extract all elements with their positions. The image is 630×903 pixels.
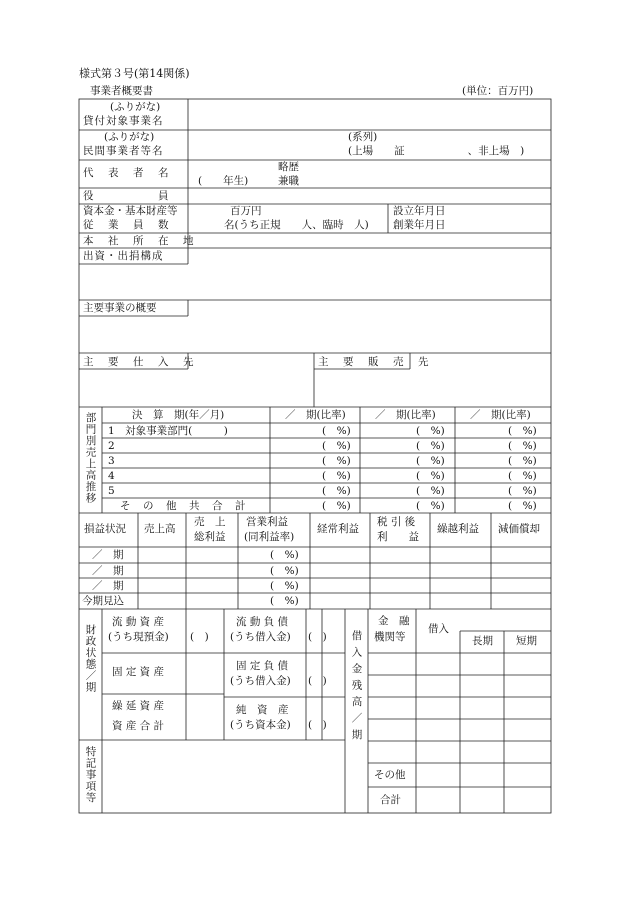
capital-unit: 百万円	[230, 205, 262, 217]
sales-ratio-cell: ( %)	[508, 455, 537, 467]
financial-institution-label-2: 機関等	[374, 631, 406, 643]
deposits-label: (うち現預金)	[108, 631, 169, 643]
fixed-liab-label: 固 定 負 債	[236, 660, 289, 672]
sales-row-label: 5	[108, 485, 115, 497]
sales-row-label: 4	[108, 470, 115, 482]
concurrent-label: 兼職	[278, 175, 299, 187]
keiretsu-label: (系列)	[348, 131, 378, 143]
capital-stock-label: (うち資本金)	[230, 719, 291, 731]
sales-ratio-cell: ( %)	[322, 470, 351, 482]
private-business-label: 民間事業者等名	[83, 145, 164, 157]
period-col-3: ／ 期(比率)	[470, 409, 531, 421]
birth-year-label: ( 年生)	[198, 175, 249, 187]
paren: ( )	[190, 631, 209, 643]
pl-header-operating: 営業利益	[246, 516, 288, 528]
resume-label: 略歴	[278, 161, 299, 173]
sales-side-label: 部門別売上高推移	[84, 412, 97, 504]
pl-header-depreciation: 減価償却	[498, 523, 540, 535]
pl-header-gross-2: 総利益	[194, 531, 226, 543]
document-title: 事業者概要書	[90, 85, 153, 97]
fiscal-period-header: 決 算 期(年／月)	[132, 409, 225, 421]
fixed-assets-label: 固 定 資 産	[112, 666, 165, 678]
sales-ratio-cell: ( %)	[416, 440, 445, 452]
current-assets-label: 流 動 資 産	[112, 616, 165, 628]
pl-header-gross: 売 上	[194, 516, 226, 528]
sales-ratio-cell: ( %)	[508, 500, 537, 512]
suppliers-label: 主 要 仕 入 先	[83, 356, 196, 368]
representative-label: 代 表 者 名	[83, 167, 171, 179]
pl-header-sales: 売上高	[144, 523, 176, 535]
sales-ratio-cell: ( %)	[508, 470, 537, 482]
sales-ratio-cell: ( %)	[322, 500, 351, 512]
pl-header-ordinary: 経常利益	[317, 523, 359, 535]
sales-row-label: 3	[108, 455, 115, 467]
listing-label: (上場 証 、非上場 )	[348, 145, 525, 157]
founded-date-label: 創業年月日	[393, 219, 446, 231]
sales-ratio-cell: ( %)	[416, 425, 445, 437]
pl-row-label: ／ 期	[92, 565, 124, 577]
pl-header-after-tax: 税 引 後	[377, 516, 416, 528]
business-summary-label: 主要事業の概要	[83, 302, 157, 314]
loans-label-2: (うち借入金)	[230, 675, 291, 687]
period-col-2: ／ 期(比率)	[375, 409, 436, 421]
sales-ratio-cell: ( %)	[508, 425, 537, 437]
employees-value: 名(うち正規 人、臨時 人)	[224, 219, 369, 231]
capital-label: 資本金・基本財産等	[83, 205, 178, 217]
pl-header-operating-rate: (同利益率)	[244, 531, 295, 543]
pl-header-after-tax-2: 利 益	[377, 531, 419, 543]
officers-label: 役 員	[83, 190, 171, 202]
net-assets-label: 純 資 産	[236, 704, 289, 716]
long-term-label: 長期	[472, 635, 493, 647]
lender-business-label: 貸付対象事業名	[83, 115, 164, 127]
form-number: 様式第３号(第14関係)	[79, 67, 190, 80]
notes-side-label: 特記事項等	[84, 746, 97, 804]
unit-label: (単位：百万円)	[462, 85, 534, 97]
pl-header-retained: 繰越利益	[437, 523, 479, 535]
sales-row-label: 2	[108, 440, 115, 452]
investment-label: 出資・出捐構成	[83, 250, 164, 262]
headquarters-label: 本 社 所 在 地	[83, 235, 196, 247]
loans-label: (うち借入金)	[230, 631, 291, 643]
pl-ratio: ( %)	[270, 549, 299, 561]
total-label: 合計	[380, 794, 401, 806]
sales-total-label: そ の 他 共 合 計	[120, 500, 247, 512]
sales-ratio-cell: ( %)	[416, 485, 445, 497]
sales-ratio-cell: ( %)	[322, 485, 351, 497]
pl-header-status: 損益状況	[84, 523, 126, 535]
current-liab-label: 流 動 負 債	[236, 616, 289, 628]
pl-ratio: ( %)	[270, 595, 299, 607]
sales-ratio-cell: ( %)	[416, 455, 445, 467]
sales-ratio-cell: ( %)	[416, 470, 445, 482]
employees-label: 従 業 員 数	[83, 219, 171, 231]
pl-row-label: ／ 期	[92, 549, 124, 561]
sales-ratio-cell: ( %)	[416, 500, 445, 512]
furigana-label-2: (ふりがな)	[104, 131, 155, 143]
sales-ratio-cell: ( %)	[508, 485, 537, 497]
total-assets-label: 資 産 合 計	[112, 720, 165, 732]
loan-balance-side-label: 借入金残高／期	[350, 630, 363, 746]
loan-label: 借入	[428, 623, 449, 635]
financial-institution-label: 金 融	[378, 615, 410, 627]
paren: ( )	[308, 719, 327, 731]
deferred-assets-label: 繰 延 資 産	[112, 700, 165, 712]
sales-row-label: 1 対象事業部門( )	[108, 425, 228, 437]
paren: ( )	[308, 675, 327, 687]
established-date-label: 設立年月日	[393, 205, 446, 217]
short-term-label: 短期	[516, 635, 537, 647]
pl-row-label: ／ 期	[92, 580, 124, 592]
sales-ratio-cell: ( %)	[322, 455, 351, 467]
furigana-label: (ふりがな)	[110, 101, 161, 113]
sales-ratio-cell: ( %)	[322, 425, 351, 437]
bs-side-label: 財政状態／期	[84, 624, 97, 693]
pl-ratio: ( %)	[270, 565, 299, 577]
customers-label: 主 要 販 売 先	[318, 356, 431, 368]
pl-ratio: ( %)	[270, 580, 299, 592]
other-label: その他	[374, 769, 406, 781]
pl-row-label: 今期見込	[82, 595, 124, 607]
paren: ( )	[308, 631, 327, 643]
period-col-1: ／ 期(比率)	[285, 409, 346, 421]
sales-ratio-cell: ( %)	[508, 440, 537, 452]
sales-ratio-cell: ( %)	[322, 440, 351, 452]
